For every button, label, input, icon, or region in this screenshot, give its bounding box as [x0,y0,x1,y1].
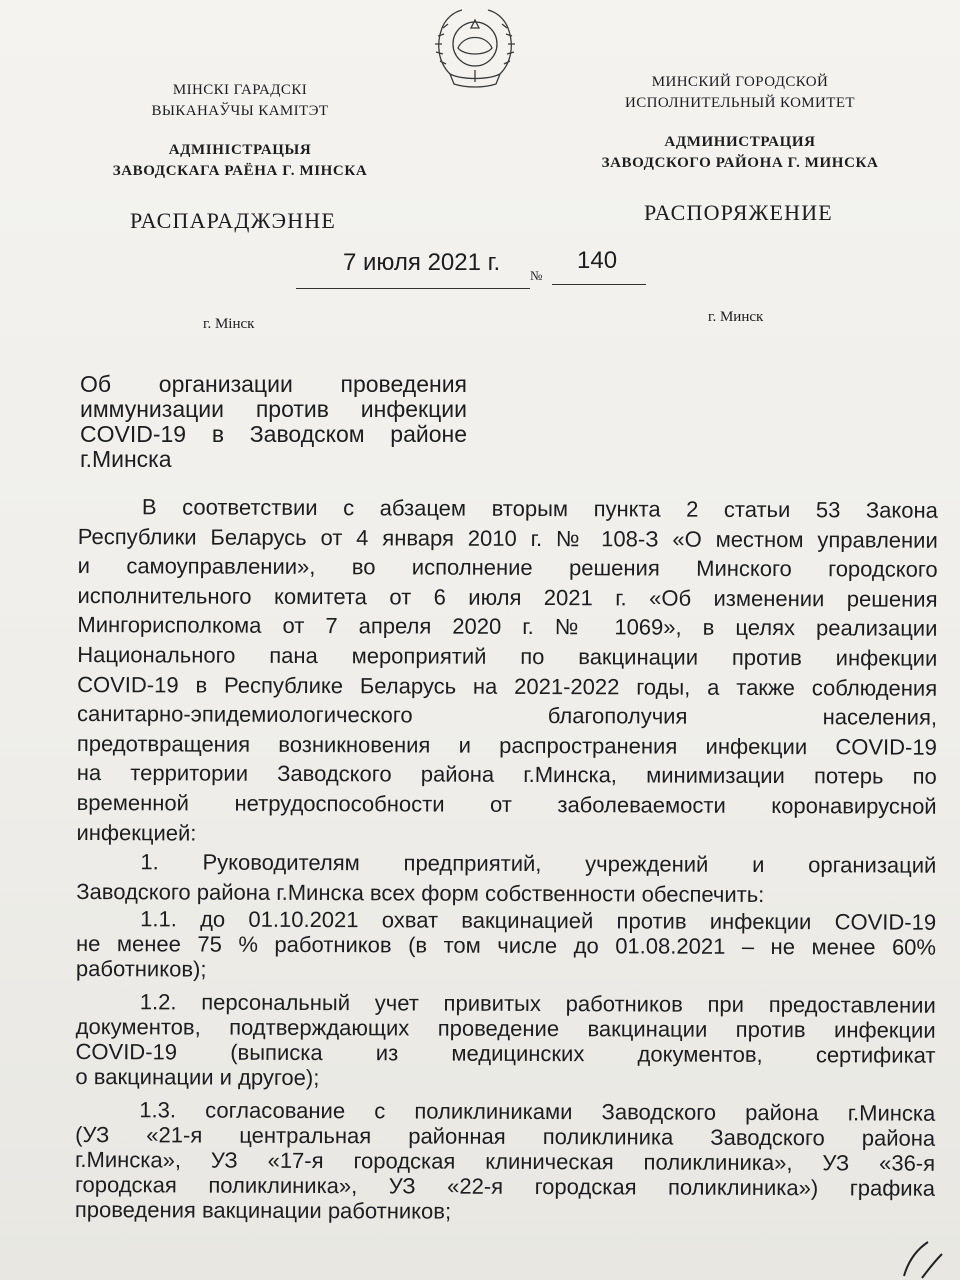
document-body [75,492,938,1226]
body-line: COVID-19 в Республике Беларусь на 2021-2022 годы, а также соблюдения [77,671,938,701]
item-1-2-line: COVID-19 (выписка из медицинских документов, сертификат [75,1039,936,1069]
item-1-line: Заводского района г.Минска всех форм собственности обеспечить: [76,878,765,907]
item-1-1-line: работников); [75,956,207,982]
subject-line: иммунизации против инфекции [80,396,467,422]
administration-line-2: ЗАВОДСКОГО РАЙОНА Г. МИНСКА [601,155,879,171]
item-1-2-line: документов, подтверждающих проведение вакцинации против инфекции [75,1014,936,1044]
subject-heading [80,372,467,472]
item-1-2-line: 1.2. персональный учет привитых работников при предоставлении [139,989,936,1019]
body-line: предотвращения возникновения и распространения инфекции COVID-19 [76,730,937,760]
item-1-3-line: проведения вакцинации работников; [74,1197,452,1224]
administration-line-2: ЗАВОДСКАГА РАЁНА Г. МІНСКА [112,163,368,179]
administration-line-1: АДМІНІСТРАЦЫЯ [168,142,312,158]
header-belarusian [70,80,410,182]
document-number: 140 [577,247,618,274]
body-line: и самоуправлении», во исполнение решения Минского городского [77,553,938,582]
committee-line-2: ВЫКАНАЎЧЫ КАМІТЭТ [151,103,329,119]
date-underline [296,288,530,289]
body-line: Мингорисполкома от 7 апреля 2020 г. № 1069», в целях реализации [77,612,938,642]
number-underline [552,284,646,285]
body-line: инфекцией: [76,819,197,846]
doc-type-russian: РАСПОРЯЖЕНИЕ [644,200,833,225]
state-emblem-icon [428,4,522,88]
committee-line-1: МИНСКИЙ ГОРОДСКОЙ [651,74,829,90]
body-line: В соответствии с абзацем вторым пункта 2 статьи 53 Закона [141,494,938,523]
subject-line: Об организации проведения [80,371,467,397]
header-russian [560,72,920,174]
city-russian: г. Минск [708,309,764,325]
item-1-line: 1. Руководителям предприятий, учреждений и организаций [140,849,937,878]
city-belarusian: г. Мінск [203,316,255,332]
item-1-1-line: 1.1. до 01.10.2021 охват вакцинацией против инфекции COVID-19 [140,906,937,936]
committee-line-1: МІНСКІ ГАРАДСКІ [172,82,308,98]
subject-line: COVID-19 в Заводском районе [80,421,467,447]
item-1-2-line: о вакцинации и другое); [75,1064,320,1091]
number-label: № [530,268,543,283]
item-1-3-line: городская поликлиника», УЗ «22-я городская поликлиника») графика [74,1172,936,1202]
item-1-3-line: (УЗ «21-я центральная районная поликлиника Заводского района [75,1122,936,1152]
committee-line-2: ИСПОЛНИТЕЛЬНЫЙ КОМИТЕТ [625,95,855,111]
administration-line-1: АДМИНИСТРАЦИЯ [664,134,816,150]
item-1-3-line: г.Минска», УЗ «17-я городская клиническая поликлиника», УЗ «36-я [75,1147,936,1177]
document-date: 7 июля 2021 г. [343,249,501,276]
body-line: санитарно-эпидемиологического благополучия населения, [76,701,938,730]
item-1-1-line: не менее 75 % работников (в том числе до 01.08.2021 – не менее 60% [75,931,937,961]
pen-mark-icon [898,1232,948,1280]
body-line: исполнительного комитета от 6 июля 2021 г. «Об изменении решения [77,582,938,612]
body-line: Республики Беларусь от 4 января 2010 г. № 108-З «О местном управлении [77,523,938,553]
body-line: временной нетрудоспособности от заболеваемости коронавирусной [76,789,937,819]
subject-line: г.Минска [80,446,172,472]
body-line: Национального пана мероприятий по вакцинации против инфекции [77,641,938,671]
doc-type-belarusian: РАСПАРАДЖЭННЕ [130,208,337,233]
item-1-3-line: 1.3. согласование с поликлиниками Заводского района г.Минска [139,1097,936,1127]
body-line: на территории Заводского района г.Минска, минимизации потерь по [76,760,937,790]
